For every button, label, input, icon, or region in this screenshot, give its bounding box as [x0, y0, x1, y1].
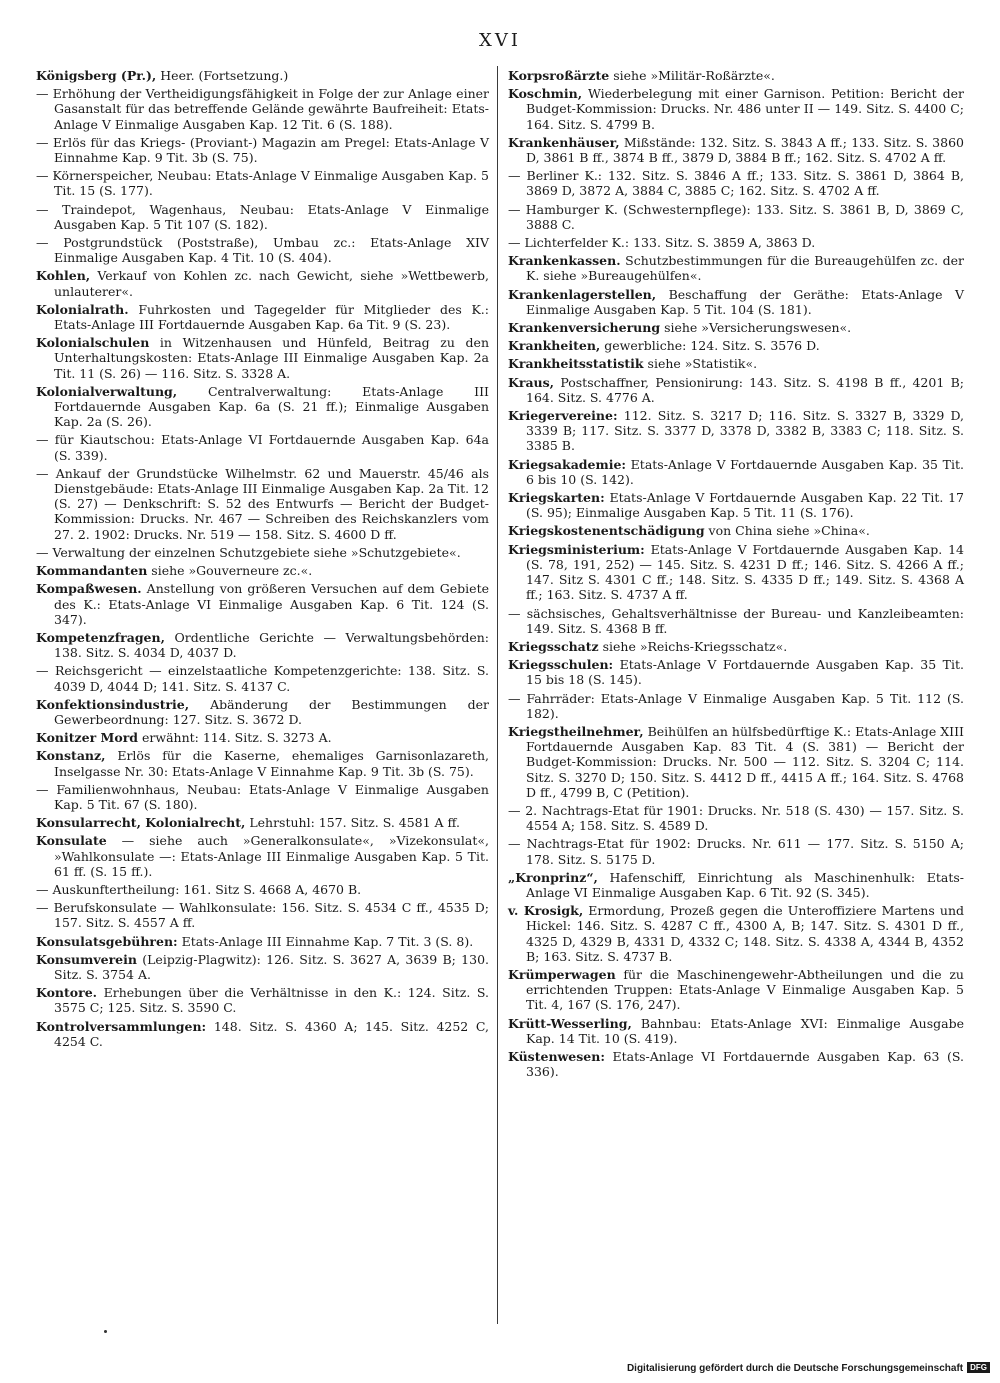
index-entry — [36, 563, 489, 578]
entry-text: — Körnerspeicher, Neubau: Etats-Anlage V Einmalige Ausgaben Kap. 5 Tit. 15 (S. 177). — [36, 168, 489, 199]
entry-text: — Berliner K.: 132. Sitz. S. 3846 A ff.; 133. Sitz. S. 3861 D, 3864 B, 3869 D, 3872 A, 3884 C, 3885 C; 162. Sitz. S. 4702 A ff. — [508, 168, 964, 199]
entry-text: Lehrstuhl: 157. Sitz. S. 4581 A ff. — [245, 815, 460, 831]
index-entry — [508, 320, 964, 335]
entry-text: siehe »Statistik«. — [643, 356, 758, 372]
entry-text: Centralverwaltung: Etats-Anlage III Fortdauernde Ausgaben Kap. 6a (S. 21 ff.); Einmalige Ausgaben Kap. 2a (S. 26). — [54, 383, 489, 430]
entry-text: — Berufskonsulate — Wahlkonsulate: 156. Sitz. S. 4534 C ff., 4535 D; 157. Sitz. S. 4557 A ff. — [36, 900, 489, 931]
index-entry — [508, 542, 964, 603]
index-subentry — [508, 803, 964, 833]
index-entry — [508, 135, 964, 165]
entry-heading: Koschmin, — [508, 86, 583, 102]
entry-heading: Konsulate — [36, 833, 107, 849]
index-entry — [508, 523, 964, 538]
entry-text: Beschaffung der Geräthe: Etats-Anlage V Einmalige Ausgaben Kap. 5 Tit. 104 (S. 181). — [526, 286, 964, 317]
entry-heading: Konitzer Mord — [36, 730, 139, 746]
index-subentry — [36, 168, 489, 198]
entry-text: Etats-Anlage III Einnahme Kap. 7 Tit. 3 (S. 8). — [177, 933, 474, 949]
index-entry — [508, 287, 964, 317]
index-entry — [36, 1019, 489, 1049]
entry-heading: Krankenversicherung — [508, 320, 661, 336]
index-entry — [508, 724, 964, 800]
entry-text: erwähnt: 114. Sitz. S. 3273 A. — [138, 730, 332, 746]
index-entry — [36, 748, 489, 778]
entry-text: gewerbliche: 124. Sitz. S. 3576 D. — [600, 338, 820, 354]
entry-heading: Krankenlagerstellen, — [508, 286, 657, 302]
entry-text: Abänderung der Bestimmungen der Gewerbeordnung: 127. Sitz. S. 3672 D. — [54, 696, 489, 727]
entry-text: — Lichterfelder K.: 133. Sitz. S. 3859 A, 3863 D. — [508, 235, 816, 251]
entry-text: — 2. Nachtrags-Etat für 1901: Drucks. Nr. 518 (S. 430) — 157. Sitz. S. 4554 A; 158. Sitz. S. 4589 D. — [508, 802, 964, 834]
entry-text: — Familienwohnhaus, Neubau: Etats-Anlage V Einmalige Ausgaben Kap. 5 Tit. 67 (S. 180). — [36, 781, 489, 812]
entry-text: — Reichsgericht — einzelstaatliche Kompetenzgerichte: 138. Sitz. S. 4039 D, 4044 D; 141. Sitz. S. 4137 C. — [36, 663, 489, 694]
index-entry — [508, 657, 964, 687]
index-entry — [508, 967, 964, 1013]
index-entry — [508, 86, 964, 132]
entry-heading: Konsulatsgebühren: — [36, 933, 178, 949]
index-subentry — [36, 782, 489, 812]
entry-text: Mißstände: 132. Sitz. S. 3843 A ff.; 133. Sitz. S. 3860 D, 3861 B ff., 3874 B ff., 3879 D, 3884 B ff.; 162. Sitz. S. 4702 A ff. — [526, 134, 964, 166]
index-subentry — [508, 168, 964, 198]
entry-heading: Kompaßwesen. — [36, 581, 142, 597]
index-subentry — [36, 466, 489, 542]
index-entry — [508, 408, 964, 454]
index-subentry — [508, 235, 964, 250]
entry-heading: Kriegsakademie: — [508, 456, 627, 472]
entry-text: — sächsisches, Gehaltsverhältnisse der Bureau- und Kanzleibeamten: 149. Sitz. S. 4368 B ff. — [508, 605, 964, 636]
entry-heading: Konfektionsindustrie, — [36, 696, 190, 712]
entry-text: für die Maschinengewehr-Abtheilungen und die zu errichtenden Truppen: Etats-Anlage V Einmalige Ausgaben Kap. 5 Tit. 4, 167 (S. 176, 247). — [526, 966, 964, 1013]
index-entry — [508, 870, 964, 900]
entry-heading: Kriegskostenentschädigung — [508, 523, 705, 539]
entry-text: — Hamburger K. (Schwesternpflege): 133. Sitz. S. 3861 B, D, 3869 C, 3888 C. — [508, 201, 964, 232]
entry-text: — Ankauf der Grundstücke Wilhelmstr. 62 und Mauerstr. 45/46 als Dienstgebäude: Etats-Anlage III Einmalige Ausgaben Kap. 2a Tit. 12 (S. 27) — Denkschrift: S. 52 des Entwurfs — Bericht der Budget-Kommission: Drucks. Nr. 467 — Schreiben des Reichskanzlers vom 27. 2. 1902: Drucks. Nr. 519 — 158. Sitz. S. 4600 D ff. — [36, 465, 489, 542]
index-entry — [36, 268, 489, 298]
entry-heading: Küstenwesen: — [508, 1048, 605, 1064]
entry-heading: Kraus, — [508, 374, 555, 390]
footer-credit — [600, 1362, 990, 1374]
entry-text: Schutzbestimmungen für die Bureaugehülfen zc. der K. siehe »Bureaugehülfen«. — [526, 253, 964, 284]
entry-text: Heer. (Fortsetzung.) — [156, 68, 289, 83]
entry-heading: „Kronprinz“, — [508, 869, 598, 885]
entry-text: — Fahrräder: Etats-Anlage V Einmalige Ausgaben Kap. 5 Tit. 112 (S. 182). — [508, 690, 964, 721]
entry-text: — Traindepot, Wagenhaus, Neubau: Etats-Anlage V Einmalige Ausgaben Kap. 5 Tit 107 (S. 182). — [36, 201, 489, 232]
index-column-left — [36, 68, 489, 1052]
index-subentry — [36, 202, 489, 232]
index-entry — [508, 490, 964, 520]
entry-text: — Erlös für das Kriegs- (Proviant-) Magazin am Pregel: Etats-Anlage V Einnahme Kap. 9 Tit. 3b (S. 75). — [36, 134, 489, 166]
index-entry — [36, 833, 489, 879]
entry-text: Beihülfen an hülfsbedürftige K.: Etats-Anlage XIII Fortdauernde Ausgaben Kap. 83 Tit. 4 (S. 381) — Bericht der Budget-Kommission: Drucks. Nr. 500 — 112. Sitz. S. 3204 C; 114. Sitz. S. 3270 D; 150. Sitz. S. 4412 D ff., 4415 A ff.; 164. Sitz. S. 4768 D ff., 4799 B, C (Petition). — [526, 723, 964, 800]
index-entry — [508, 338, 964, 353]
entry-heading: Königsberg (Pr.), — [36, 68, 157, 83]
entry-heading: Kolonialschulen — [36, 335, 150, 351]
entry-text: Erhebungen über die Verhältnisse in den K.: 124. Sitz. S. 3575 C; 125. Sitz. S. 3590 C. — [54, 985, 489, 1016]
entry-text: — für Kiautschou: Etats-Anlage VI Fortdauernde Ausgaben Kap. 64a (S. 339). — [36, 432, 489, 463]
index-entry — [508, 68, 964, 83]
entry-text: Ermordung, Prozeß gegen die Unteroffiziere Martens und Hickel: 146. Sitz. S. 4287 C ff., 4300 A, B; 147. Sitz. S. 4301 D ff., 4325 D, 4329 B, 4331 D, 4332 C; 148. Sitz. S. 4338 A, 4344 B, 4352 B; 163. Sitz. S. 4737 B. — [526, 903, 964, 964]
entry-text: Anstellung von größeren Versuchen auf dem Gebiete des K.: Etats-Anlage VI Einmalige Ausgaben Kap. 6 Tit. 124 (S. 347). — [54, 581, 489, 627]
index-subentry — [36, 86, 489, 132]
index-subentry — [36, 545, 489, 560]
entry-text: Wiederbelegung mit einer Garnison. Petition: Bericht der Budget-Kommission: Drucks. Nr. 486 unter II — 149. Sitz. S. 4400 C; 164. Sitz. S. 4799 B. — [526, 86, 964, 132]
index-entry — [36, 630, 489, 660]
entry-heading: Krankenkassen. — [508, 253, 621, 269]
entry-text: siehe »Versicherungswesen«. — [660, 320, 852, 336]
entry-heading: Kolonialverwaltung, — [36, 383, 178, 399]
index-entry — [36, 581, 489, 627]
entry-heading: Kontore. — [36, 985, 98, 1001]
entry-text: Ordentliche Gerichte — Verwaltungsbehörden: 138. Sitz. S. 4034 D, 4037 D. — [54, 629, 489, 661]
entry-heading: Kontrolversammlungen: — [36, 1018, 207, 1034]
ink-speck — [104, 1330, 107, 1333]
entry-text: — Nachtrags-Etat für 1902: Drucks. Nr. 611 — 177. Sitz. S. 5150 A; 178. Sitz. S. 5175 D. — [508, 836, 964, 867]
index-entry — [508, 356, 964, 371]
entry-text: Fuhrkosten und Tagegelder für Mitglieder des K.: Etats-Anlage III Fortdauernde Ausgaben Kap. 6a Tit. 9 (S. 23). — [54, 301, 489, 333]
index-entry — [508, 457, 964, 487]
index-entry — [508, 903, 964, 964]
entry-text: (Leipzig-Plagwitz): 126. Sitz. S. 3627 A, 3639 B; 130. Sitz. S. 3754 A. — [54, 951, 489, 982]
entry-text: Hafenschiff, Einrichtung als Maschinenhulk: Etats-Anlage VI Einmalige Ausgaben Kap. 6 Tit. 92 (S. 345). — [526, 869, 964, 900]
entry-text: in Witzenhausen und Hünfeld, Beitrag zu den Unterhaltungskosten: Etats-Anlage III Einmalige Ausgaben Kap. 2a Tit. 11 (S. 26) — 116. Sitz. S. 3328 A. — [54, 335, 489, 381]
index-entry — [508, 375, 964, 405]
index-entry — [508, 253, 964, 283]
entry-text: Verkauf von Kohlen zc. nach Gewicht, siehe »Wettbewerb, unlauterer«. — [54, 268, 489, 299]
entry-text: 112. Sitz. S. 3217 D; 116. Sitz. S. 3327 B, 3329 D, 3339 B; 117. Sitz. S. 3377 D, 3378 D, 3382 B, 3383 C; 118. Sitz. S. 3385 B. — [526, 408, 964, 454]
index-subentry — [36, 663, 489, 693]
index-subentry — [36, 235, 489, 265]
index-entry — [36, 934, 489, 949]
entry-text: Postschaffner, Pensionirung: 143. Sitz. S. 4198 B ff., 4201 B; 164. Sitz. S. 4776 A. — [526, 374, 964, 405]
entry-heading: Kompetenzfragen, — [36, 629, 165, 645]
index-entry — [36, 68, 489, 83]
entry-heading: Kriegsministerium: — [508, 541, 645, 557]
dfg-logo: DFG — [967, 1362, 990, 1373]
entry-heading: v. Krosigk, — [508, 903, 584, 919]
index-subentry — [36, 135, 489, 165]
entry-text: von China siehe »China«. — [704, 523, 870, 539]
entry-text: — Auskunftertheilung: 161. Sitz S. 4668 A, 4670 B. — [36, 881, 362, 897]
entry-heading: Kriegsschulen: — [508, 657, 614, 673]
index-subentry — [508, 836, 964, 866]
entry-heading: Krümperwagen — [508, 966, 616, 982]
entry-text: Etats-Anlage V Fortdauernde Ausgaben Kap. 35 Tit. 6 bis 10 (S. 142). — [526, 456, 964, 487]
index-entry — [508, 639, 964, 654]
index-entry — [36, 730, 489, 745]
entry-heading: Kriegsschatz — [508, 638, 599, 654]
entry-heading: Krütt-Wesserling, — [508, 1015, 632, 1031]
index-subentry — [36, 900, 489, 930]
page-number: XVI — [479, 30, 521, 51]
index-column-right — [508, 68, 964, 1082]
entry-heading: Krankenhäuser, — [508, 134, 620, 150]
entry-heading: Kriegskarten: — [508, 490, 605, 506]
entry-text: siehe »Militär-Roßärzte«. — [609, 68, 775, 83]
entry-text: siehe »Gouverneure zc.«. — [147, 563, 313, 579]
entry-text: Erlös für die Kaserne, ehemaliges Garnisonlazareth, Inselgasse Nr. 30: Etats-Anlage V Einnahme Kap. 9 Tit. 3b (S. 75). — [54, 748, 489, 779]
entry-text: Etats-Anlage VI Fortdauernde Ausgaben Kap. 63 (S. 336). — [526, 1048, 964, 1080]
entry-text: siehe »Reichs-Kriegsschatz«. — [598, 638, 788, 654]
entry-text: 148. Sitz. S. 4360 A; 145. Sitz. 4252 C, 4254 C. — [54, 1018, 489, 1049]
footer-text: Digitalisierung gefördert durch die Deutsche Forschungsgemeinschaft — [626, 1363, 964, 1374]
index-entry — [36, 384, 489, 430]
entry-heading: Konstanz, — [36, 748, 106, 764]
entry-text: Etats-Anlage V Fortdauernde Ausgaben Kap. 14 (S. 78, 191, 252) — 145. Sitz. S. 4231 D ff.; 146. Sitz. S. 4266 A ff.; 147. Sitz S. 4301 C ff.; 148. Sitz. S. 4335 D ff.; 149. Sitz. S. 4368 A ff.; 163. Sitz. S. 4737 A ff. — [526, 541, 964, 603]
entry-heading: Kohlen, — [36, 268, 91, 284]
index-entry — [36, 985, 489, 1015]
entry-heading: Kolonialrath. — [36, 301, 129, 317]
index-entry — [36, 815, 489, 830]
entry-text: Etats-Anlage V Fortdauernde Ausgaben Kap. 35 Tit. 15 bis 18 (S. 145). — [526, 657, 964, 688]
index-subentry — [36, 882, 489, 897]
entry-text: — Postgrundstück (Poststraße), Umbau zc.: Etats-Anlage XIV Einmalige Ausgaben Kap. 4 Tit. 10 (S. 404). — [36, 235, 489, 266]
index-entry — [36, 697, 489, 727]
entry-heading: Kommandanten — [36, 563, 148, 579]
entry-text: — Erhöhung der Vertheidigungsfähigkeit in Folge der zur Anlage einer Gasanstalt für das betreffende Gelände gewährte Baufreiheit: Etats-Anlage V Einmalige Ausgaben Kap. 12 Tit. 6 (S. 188). — [36, 86, 489, 132]
entry-heading: Kriegervereine: — [508, 408, 618, 424]
entry-text: — Verwaltung der einzelnen Schutzgebiete siehe »Schutzgebiete«. — [36, 544, 461, 560]
entry-heading: Korpsroßärzte — [508, 68, 610, 83]
index-entry — [36, 335, 489, 381]
index-subentry — [508, 606, 964, 636]
index-subentry — [36, 432, 489, 462]
entry-heading: Krankheiten, — [508, 338, 601, 354]
entry-heading: Konsularrecht, Kolonialrecht, — [36, 815, 246, 831]
entry-heading: Konsumverein — [36, 951, 137, 967]
entry-text: Bahnbau: Etats-Anlage XVI: Einmalige Ausgabe Kap. 14 Tit. 10 (S. 419). — [526, 1015, 964, 1046]
entry-text: Etats-Anlage V Fortdauernde Ausgaben Kap. 22 Tit. 17 (S. 95); Einmalige Ausgaben Kap. 5 Tit. 11 (S. 176). — [526, 490, 964, 521]
column-divider — [497, 66, 498, 1324]
entry-heading: Krankheitsstatistik — [508, 356, 644, 372]
index-subentry — [508, 202, 964, 232]
index-entry — [36, 952, 489, 982]
index-entry — [36, 302, 489, 332]
index-subentry — [508, 691, 964, 721]
entry-text: — siehe auch »Generalkonsulate«, »Vizekonsulat«, »Wahlkonsulate —: Etats-Anlage III Einmalige Ausgaben Kap. 5 Tit. 61 ff. (S. 15 ff.). — [54, 833, 489, 879]
index-entry — [508, 1016, 964, 1046]
index-entry — [508, 1049, 964, 1079]
entry-heading: Kriegstheilnehmer, — [508, 723, 644, 739]
